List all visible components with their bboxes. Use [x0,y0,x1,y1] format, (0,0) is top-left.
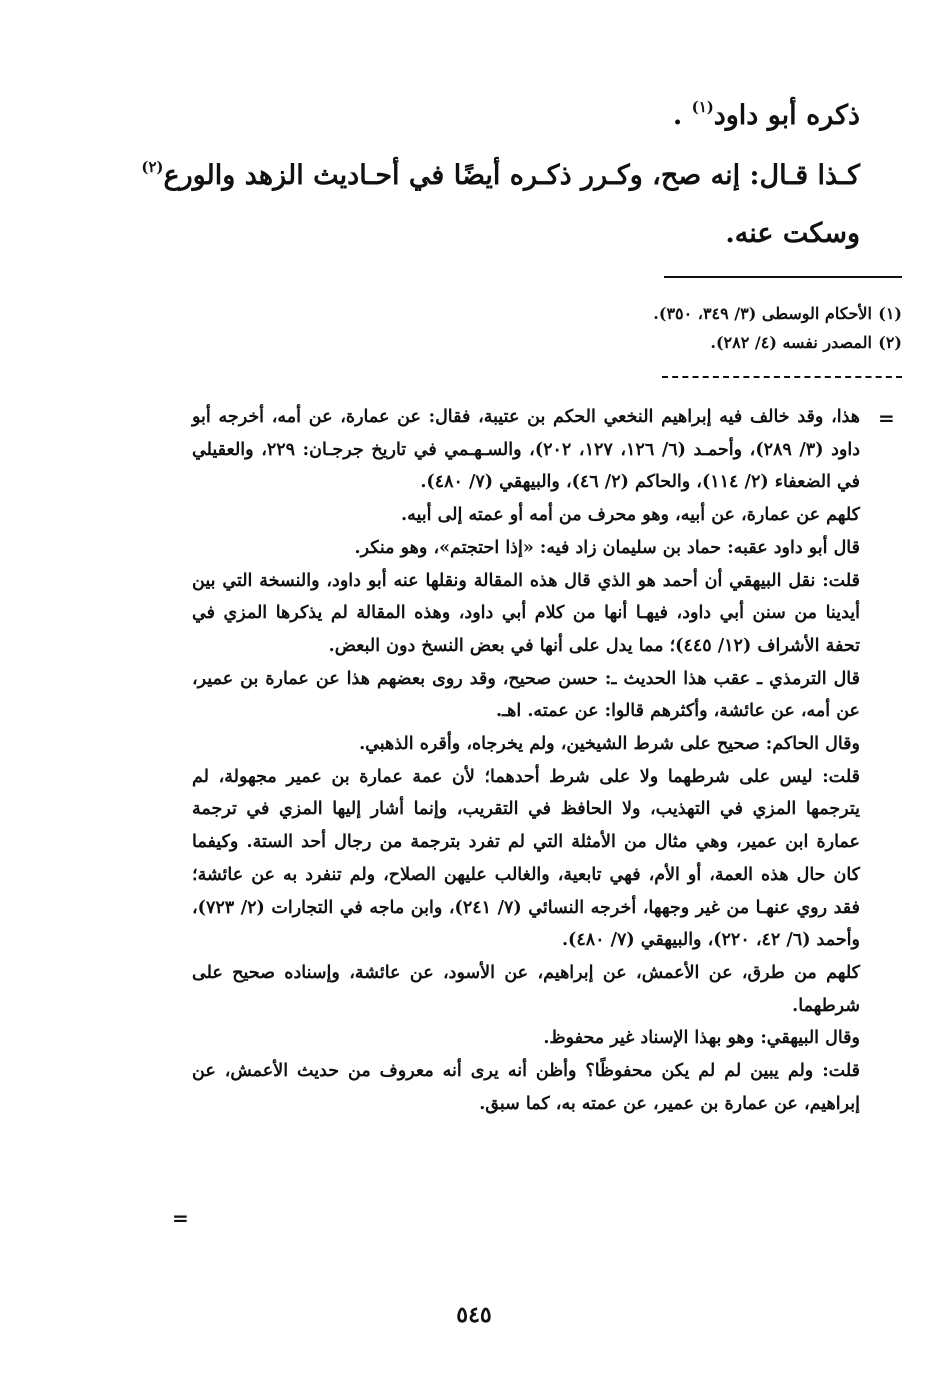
main-text-line-2-body: كـذا قـال: إنه صح، وكـرر ذكـره أيضًا في أحـاديث الزهد والورع [163,160,860,191]
commentary-paragraph-9: وقال البيهقي: وهو بهذا الإسناد غير محفوظ. [543,1028,860,1049]
footnote-ref-1: (١) [691,98,714,117]
footnote-1 [653,304,902,323]
footnote-ref-2: (٢) [141,158,164,177]
commentary-block [192,401,860,1120]
footnote-2-number: (٢) [878,333,902,352]
commentary-paragraph-6: وقال الحاكم: صحيح على شرط الشيخين، ولم يخرجاه، وأقره الذهبي. [359,734,860,755]
main-text-line-1-tail: . [672,100,692,131]
commentary-paragraph-8: كلهم من طرق، عن الأعمش، عن إبراهيم، عن الأسود، عن عائشة، وإسناده صحيح على شرطهما. [192,962,860,1016]
commentary-paragraph-2: كلهم عن عمارة، عن أبيه، وهو محرف من أمه أو عمته إلى أبيه. [401,505,860,526]
footnote-1-number: (١) [878,304,902,323]
commentary-paragraph-5: قال الترمذي ـ عقب هذا الحديث ـ: حسن صحيح، وقد روى بعضهم هذا عن عمارة بن عمير، عن أمه، عن عائشة، وأكثرهم قالوا: عن عمته. اهـ. [192,668,860,722]
commentary-paragraph-7: قلت: ليس على شرطهما ولا على شرط أحدهما؛ لأن عمة عمارة بن عمير مجهولة، لم يترجمها المزي في التهذيب، ولا الحافظ في التقريب، وإنما أشار إليها المزي في ترجمة عمارة ابن عمير، وهي مثال من الأمثلة التي لم تفرد بترجمة من رجال أحد الستة. وكيفما كان حال هذه العمة، أو الأم، فهي تابعية، والغالب عليهن الصلاح، ولم تنفرد به عن عائشة؛ فقد روي عنهـا من غير وجهها، أخرجه النسائي (٧/ ٢٤١)، وابن ماجه في التجارات (٢/ ٧٢٣)، وأحمد (٦/ ٤٢، ٢٢٠)، والبيهقي (٧/ ٤٨٠). [192,766,861,951]
main-text-line-1-body: ذكره أبو داود [713,100,860,131]
main-text-line-3: وسكت عنه. [725,218,860,249]
footnote-1-text: الأحكام الوسطى (٣/ ٣٤٩، ٣٥٠). [653,304,872,323]
page-number: ٥٤٥ [456,1302,492,1328]
footnote-2 [710,333,902,352]
footnote-2-text: المصدر نفسه (٤/ ٢٨٢). [710,333,872,352]
commentary-separator [662,376,902,378]
continuation-mark: = [878,406,895,430]
commentary-paragraph-10: قلت: ولم يبين لم لم يكن محفوظًا؟ وأظن أنه يرى أنه معروف من حديث الأعمش، عن إبراهيم، عن عمارة بن عمير، عن عمته به، كما سبق. [192,1061,860,1114]
end-mark: = [172,1206,189,1230]
main-text-line-1 [190,100,860,131]
commentary-paragraph-3: قال أبو داود عقبه: حماد بن سليمان زاد فيه: «إذا احتجتم»، وهو منكر. [354,537,860,558]
commentary-paragraph-1: هذا، وقد خالف فيه إبراهيم النخعي الحكم بن عتيبة، فقال: عن عمارة، عن أمه، أخرجه أبو داود (٣/ ٢٨٩)، وأحمـد (٦/ ١٢٦، ١٢٧، ٢٠٢)، والسـهـمي في تاريخ جرجـان: ٢٢٩، والعقيلي في الضعفاء (٢/ ١١٤)، والحاكم (٢/ ٤٦)، والبيهقي (٧/ ٤٨٠). [192,407,860,493]
main-text-line-2 [141,158,860,191]
footnote-separator [664,276,902,278]
commentary-paragraph-4: قلت: نقل البيهقي أن أحمد هو الذي قال هذه المقالة ونقلها عنه أبو داود، والنسخة التي بين أيدينا من سنن أبي داود، فيهـا أنها من كلام أبي داود، وهذه المقالة لم يذكرها المزي في تحفة الأشراف (١٢/ ٤٤٥)؛ مما يدل على أنها في بعض النسخ دون البعض. [192,570,860,656]
